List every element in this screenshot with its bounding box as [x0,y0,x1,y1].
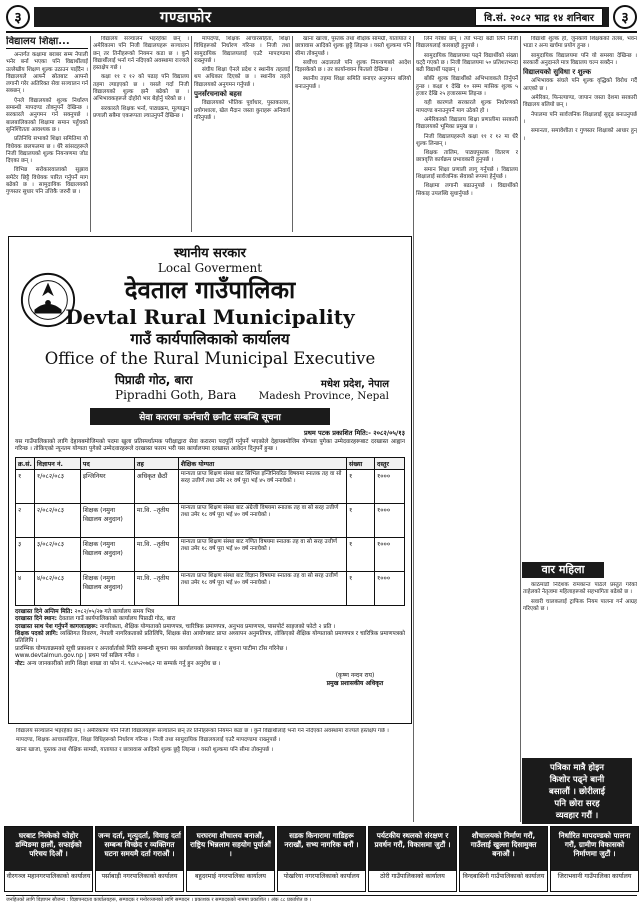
office-name: गाउँ कार्यपालिकाको कार्यालय [130,330,290,348]
table-header: शैक्षिक योग्यता [178,457,346,469]
table-header: संख्या [347,457,375,469]
issue-date: वि.सं. २०८२ भाद्र १४ शनिबार [475,8,603,26]
info-line [15,624,405,631]
table-row [16,469,405,503]
table-cell: मान्यता प्राप्त शिक्षण संस्था बाट अंग्रेजी विषयमा स्नातक तह वा सो सरह उत्तीर्ण तथा उमेर १८ वर्ष पूरा भई ४० वर्ष ननाघेको । [178,503,346,537]
table-cell: १००० [375,571,405,605]
article-paragraph: अमेरिकाको विद्यालय शिक्षा प्रणालीमा सरकारी विद्यालयको भूमिका प्रमुख छ । [416,116,518,131]
page-footer: जनहितको लागि विज्ञापन सौजन्य : विज्ञापनदाता कार्यालयहरू, सम्पादक र मनोरञ्जनको लागि सम्पादन । प्रकाशक र सम्पादकको नाममा प्रकाशित । अंक ८८ प्रकाशित छ । [6,895,637,904]
promo-box [522,758,632,824]
article-paragraph: ऐनले विद्यालयको शुल्क निर्धारण सम्बन्धी मापदण्ड तोक्नुपर्ने देखिन्छ । सरकारले अनुगमन गर्न सक्नुपर्छ । बालबालिकाको शिक्षामा समान पहुँचको सुनिश्चितता आवश्यक छ । [6,97,88,133]
municipality-name: देवताल गाउँपालिका [124,276,296,304]
article-paragraph: सर्वोच्च अदालतले पनि शुल्क नियन्त्रणबारे आदेश दिइसकेको छ । तर कार्यान्वयन फितलो देखिन्छ । [295,59,411,74]
address-np: पिप्राढी गोठ, बारा [115,373,193,387]
article-paragraph: अभिभावक संघले पनि शुल्क वृद्धिको विरोध गर्दै आएको छ । [523,78,637,92]
article-paragraph: मापदण्ड, शिक्षक आचारसंहिता, शिक्षा विधिहरूको निर्धारण गरिन्छ । निजी तथा सामुदायिक विद्यालयलाई एउटै मापदण्डमा राख्नुपर्छ । [16,737,281,744]
table-row [16,503,405,537]
table-cell: मान्यता प्राप्त शिक्षण संस्था बाट सिभिल इन्जिनियरिङ विषयमा स्नातक तह वा सो सरह उत्तीर्ण तथा उमेर २१ वर्ष पूरा भई ४५ वर्ष ननाघेको । [178,469,346,503]
article-subheading: विद्यालयको सुविधा र शुल्क [523,68,591,77]
article-paragraph: विद्यालय सञ्चालन भइरहेका छन् । अमेरिकामा पनि निजी विद्यालयहरू सञ्चालन छन् तर तिनीहरूको नियमन कडा छ । कुनै विद्यार्थीलाई भर्ना गर्न नदिएको अवस्थामा राज्यले हस्तक्षेप गर्छ । [16,728,389,734]
public-ad [277,826,366,892]
article-paragraph: विभिन्न सरोकारवालाको सुझाव समेटेर छिट्टै विधेयक पारित गर्नुपर्ने माग बढेको छ । सामुदायिक विद्यालयको गुणस्तर सुधार पनि उत्तिकै जरुरी छ । [6,167,88,196]
advertisement-strip [4,826,639,892]
promo-line: किशोर पढ्ने बानी [549,775,605,785]
table-cell: शिक्षक (नमुना विद्यालय अनुदान) [80,503,134,537]
article-paragraph: शिक्षक तालिम, पाठ्यपुस्तक वितरण र छात्रवृत्ति कार्यक्रम प्रभावकारी हुनुपर्छ । [416,150,518,164]
table-cell: मान्यता प्राप्त शिक्षण संस्था बाट विज्ञान विषयमा स्नातक तह वा सो सरह उत्तीर्ण तथा उमेर १८ वर्ष पूरा भई ४० वर्ष ननाघेको । [178,571,346,605]
info-line [15,631,405,646]
masthead [6,4,637,30]
table-row [16,571,405,605]
table-cell: ४/०८२/०८३ [34,571,80,605]
table-cell: अधिकृत छैठौं [134,469,178,503]
table-header: पद [80,457,134,469]
article-paragraph: सामुदायिक विद्यालयमा पढ्ने विद्यार्थीको संख्या घट्दै गएको छ । निजी विद्यालयमा ५० प्रतिशतभन्दा बढी विद्यार्थी पढ्छन् । [416,52,518,74]
notice-line-local-government-en: Local Goverment [157,261,263,275]
article-paragraph: अन्तर्गत कक्षामा बराबर सम्म नेपाली भनेर बर्ना भएका पनि विद्यार्थीलाई उल्लेखीय शिक्षण शुल्क उठाउन पाइँदैन । विद्यालयले आफ्नै स्रोतबाट आफ्नो लगानी गरेर अतिरिक्त सेवा सञ्चालन गर्न सक्छन् । [6,52,88,95]
table-cell: १ [16,469,35,503]
masthead-band [34,7,609,27]
article-paragraph: विद्यालय सञ्चालन भइरहेका छन् । अमेरिकामा पनि निजी विद्यालयहरू सञ्चालन छन् तर तिनीहरूको नियमन कडा छ । कुनै विद्यार्थीलाई भर्ना गर्न नदिएको अवस्थामा राज्यले हस्तक्षेप गर्छ । [93,36,189,72]
public-ad [4,826,93,892]
info-label: नोट: [15,660,25,667]
article-paragraph: निजी विद्यालयहरूले कक्षा ११ र १२ मा धेरै शुल्क लिन्छन् । [416,133,518,147]
article-lower [8,728,412,820]
ad-message: सडक किनारामा गाडिहरू नराखौं, सभ्य नागरिक बनौं । [278,827,365,871]
table-cell: २ [16,503,35,537]
info-text: अन्य जानकारीको लागि शिक्षा शाखा वा फोन नं. ९८४५२०७६२ मा सम्पर्क गर्नु हुन अनुरोध छ । [26,660,221,667]
public-ad [186,826,275,892]
public-ad [550,826,639,892]
article-paragraph: यही कारणले सरकारले शुल्क निर्धारणको मापदण्ड बनाउनुपर्ने माग उठेको हो । [416,100,518,114]
info-text: नागरिकता, शैक्षिक योग्यताको प्रमाणपत्र, चारित्रिक प्रमाणपत्र, अनुभव प्रमाणपत्र, पासपोर्ट साइजको फोटो २ प्रति । [99,623,336,630]
article-paragraph: मापदण्ड, शिक्षक आचारसंहिता, शिक्षा विधिहरूको निर्धारण गरिन्छ । निजी तथा सामुदायिक विद्यालयलाई एउटै मापदण्डमा राख्नुपर्छ । [194,36,290,64]
article-title: विद्यालय शिक्षा... [6,36,88,49]
info-text: प्रारम्भिक योग्यताक्रमको सूची प्रकाशन र अन्तर्वार्ताको मिति सम्बन्धी सूचना यस कार्यालयको वेबसाइट र सूचना पाटीमा टाँस गरिनेछ । [15,645,288,652]
table-cell: शिक्षक (नमुना विद्यालय अनुदान) [80,537,134,571]
notice-heading-bar: सेवा करारमा कर्मचारी छनौट सम्बन्धि सूचना [90,408,330,425]
article-column-6 [523,36,637,556]
article-paragraph: संघीय शिक्षा ऐनले प्रदेश र स्थानीय तहलाई थप अधिकार दिएको छ । स्थानीय तहले विद्यालयको अनुगमन गर्नुपर्छ । [194,67,290,88]
table-cell: १/०८२/०८३ [34,469,80,503]
notice-intro: यस गाउँपालिकाको लागि देहायबमोजिमको पदमा खुला प्रतिस्पर्धात्मक परीक्षाद्वारा सेवा करारमा पदपूर्ति गर्नुपर्ने भएकोले देहायबमोजिम योग्यता पुगेका उम्मेदवारहरूबाट दरखास्त आह्वान गरिन्छ । तोकिएको न्यूनतम योग्यता पुगेको उम्मेदवारहरूले दरखास्त फारम भरी यस कार्यालयमा दरखास्त आवेदन दिनुपर्ने हुन्छ । [15,439,405,453]
article-paragraph: समान शिक्षा प्रणाली लागू गर्नुपर्छ । विद्यालय शिक्षालाई सार्वजनिक सेवाको रूपमा हेर्नुपर्छ । [416,166,518,181]
article-column-3 [194,36,290,232]
column-divider [90,36,91,232]
public-ad [95,826,184,892]
column-divider [191,36,192,232]
signatory-name: (कृष्ण नन्दन राय) [335,672,375,680]
table-cell: इन्जिनियर [80,469,134,503]
masthead-rule [6,31,637,33]
ad-sponsor: ठोरी गाउँपालिकाको कार्यालय [369,871,456,891]
table-cell: ३/०८२/०८३ [34,537,80,571]
ad-message: निर्धारित मापदण्डको पालना गरौं, ग्रामीण विकासको निर्माणमा जुटौं । [551,827,638,871]
ad-message: घरघरमा शौचालय बनाऔं, राष्ट्रिय भिन्नलाम सहयोग पुर्याऔं । [187,827,274,871]
promo-line: पनि छोरा सरह [554,799,600,809]
promo-line: बसालौं । छोरीलाई [549,787,605,797]
table-header: क्र.सं. [16,457,35,469]
article-paragraph: सरकारले शिक्षक भर्ना, पाठ्यक्रम, मूल्याङ्कन प्रणाली सबैमा एकरूपता ल्याउनुपर्ने देखिन्छ । [93,105,189,119]
published-date: प्रथम पटक प्रकाशित मिति:- २०८२/०५/१३ [304,429,405,437]
info-line [15,661,405,668]
article-column-4 [295,36,411,232]
table-cell: १ [347,503,375,537]
article-subheading: पुनर्संरचनाको बहस [194,90,242,99]
ad-message: जन्म दर्ता, मृत्युदर्ता, विवाह दर्ता सम्बन्ध विच्छेद र व्यक्तिगत घटना समयमै दर्ता गराऔं । [96,827,183,871]
article-paragraph: शिक्षामा लगानी बढाउनुपर्छ । विद्यार्थीको सिकाइ उपलब्धि सुधार्नुपर्छ । [416,183,518,197]
info-label: दरखास्त दिने अन्तिम मिति: [15,608,73,615]
promo-line: व्यवहार गरौं । [555,811,599,821]
address-en: Pipradhi Goth, Bara [115,388,237,402]
article-paragraph: काठमाडौं निर्देशक रामकान्त पाठेले प्रस्तुत गरेको ताहेलको नेतृत्वमा महिलाहरूको सहभागिता बढेको छ । [523,582,637,596]
info-text: देवताल गाउँ कार्यपालिकाको कार्यालय पिप्राढी गोठ, बारा [58,616,176,623]
public-ad [368,826,457,892]
article-paragraph: विद्यालयको भौतिक पूर्वाधार, पुस्तकालय, प्रयोगशाला, खेल मैदान जस्ता कुराहरू अनिवार्य गरिनुपर्छ । [194,100,290,121]
info-line [15,653,405,660]
article-paragraph: अमेरिका, फिनल्याण्ड, जापान जस्ता देशमा सरकारी विद्यालय बलियो छन् । [523,95,637,109]
notice-info [15,609,405,668]
page-number-right: ३ [613,5,637,29]
signature-block [15,672,405,687]
page-number-left: ३ [6,5,30,29]
notice-line-local-government: स्थानीय सरकार [174,246,246,261]
column-divider [520,36,521,822]
table-header: तह [134,457,178,469]
vacancy-table [15,457,405,606]
ad-sponsor: जिराभवानी गाउँपालिका कार्यालय [551,871,638,891]
province-en: Madesh Province, Nepal [258,390,389,402]
province-np: मधेश प्रदेश, नेपाल [320,379,389,390]
table-cell: मा.वि. –तृतीय [134,571,178,605]
table-cell: १ [347,571,375,605]
info-label: दरखास्त दिने स्थान: [15,616,57,623]
article-column-1 [6,36,88,232]
info-text: २०८२/०५/२७ गते कार्यालय समय भित्र [74,608,155,615]
ad-sponsor: वीरगञ्ज महानगरपालिकाको कार्यालय [5,871,92,891]
article-paragraph: समानता, समावेशीता र गुणस्तर शिक्षाको आधार हुन् । [523,128,637,142]
article-paragraph: खाना खाजा, पुस्तक तथा शैक्षिक सामग्री, यातायात र छात्रावास आदिको शुल्क छुट्टै लिइन्छ । यस्तो शुल्कमा पनि सीमा तोक्नुपर्छ । [16,746,274,753]
table-cell: मा.वि. –तृतीय [134,537,178,571]
women-section-heading: वार महिला [522,562,604,578]
ad-message: पर्यटकीय स्थलको संरक्षण र प्रवर्धन गरौं, विकासमा जुटौं । [369,827,456,871]
vacancy-notice [8,236,412,724]
website-link[interactable]: www.devtalmun.gov.np | प्रथम पर्व सक्रिय गर्नेछ । [15,653,139,660]
table-cell: ४ [16,571,35,605]
article-paragraph: कक्षा ११ र १२ को पढाइ पनि विद्यालय तहमा ल्याइएको छ । यसले गर्दा निजी विद्यालयको शुल्क झनै बढेको छ । अभिभावकहरूले दोहोरो भार बेहोर्नु परेको छ । [93,74,189,103]
article-paragraph: लिने गरेका छन् । त्यो भन्दा बढी लिने निजी विद्यालयलाई कारबाही हुनुपर्छ । [416,36,518,50]
table-row [16,537,405,571]
table-cell: १००० [375,503,405,537]
ad-sponsor: बहुदरमाई नगरपालिका कार्यालय [187,871,274,891]
article-paragraph: सामुदायिक विद्यालयमा पनि यो समस्या देखिन्छ । सरकारी अनुदानले मात्र विद्यालय चल्न सक्दैन । [523,52,637,66]
article-column-5 [416,36,518,822]
article-paragraph: नेपालमा पनि सार्वजनिक शिक्षालाई सुदृढ बनाउनुपर्छ । [523,111,637,125]
table-header: दस्तुर [375,457,405,469]
info-line [15,616,405,623]
table-cell: मा.वि. –तृतीय [134,503,178,537]
ad-message: शौचालयको निर्माण गरौं, गाउँलाई खुल्ला दिसामुक्त बनाऔं । [460,827,547,871]
table-cell: १००० [375,537,405,571]
signatory-title: प्रमुख प्रशासकीय अधिकृत [326,679,384,687]
table-cell: १ [347,469,375,503]
office-name-en: Office of the Rural Municipal Executive [44,349,376,368]
article-paragraph: प्रतिनिधि सभाको शिक्षा समितिमा यो विधेयक छलफलमा छ । धेरै सांसदहरूले निजी विद्यालयको शुल्क नियन्त्रणमा जोड दिएका छन् । [6,136,88,165]
table-cell: शिक्षक (नमुना विद्यालय अनुदान) [80,571,134,605]
office-address [15,371,405,402]
article-paragraph: स्थानीय तहमा शिक्षा समिति बनाएर अनुगमन बलियो बनाउनुपर्छ । [295,76,411,90]
table-cell: २/०८२/०८३ [34,503,80,537]
promo-line: पत्रिका मात्रै होइन [550,763,604,773]
newspaper-logo: गण्डाफोर [160,8,212,26]
article-paragraph: बाँकी शुल्क विद्यार्थीको अभिभावकले तिर्नुपर्ने हुन्छ । कक्षा १ देखि १० सम्म मासिक शुल्क ५ हजार देखि २५ हजारसम्म लिइन्छ । [416,76,518,98]
article-paragraph: सवारी चालकलाई ट्राफिक नियम पालना गर्न आग्रह गरिएको छ । [523,598,637,612]
article-paragraph: खाना खाजा, पुस्तक तथा शैक्षिक सामग्री, यातायात र छात्रावास आदिको शुल्क छुट्टै लिइन्छ । यस्तो शुल्कमा पनि सीमा तोक्नुपर्छ । [295,36,411,57]
article-column-2 [93,36,189,232]
ad-sponsor: पर्साबाड़ी नगरपालिकाको कार्यालय [96,871,183,891]
table-cell: १ [347,537,375,571]
table-cell: मान्यता प्राप्त शिक्षण संस्था बाट गणित विषयमा स्नातक तह वा सो सरह उत्तीर्ण तथा उमेर १८ वर्ष पूरा भई ४० वर्ष ननाघेको । [178,537,346,571]
ad-sponsor: विन्दबासिनी गाउँपालिकाको कार्यालय [460,871,547,891]
women-section-body [523,582,637,754]
table-cell: १००० [375,469,405,503]
info-label: दरखास्त साथ पेश गर्नुपर्ने कागजातहरू: [15,623,98,630]
table-header: विज्ञापन नं. [34,457,80,469]
table-cell: ३ [16,537,35,571]
public-ad [459,826,548,892]
article-paragraph: विद्यार्थी शुल्क हो, जुनकार्य शिक्षकको तलब, भवन भाडा र अन्य खर्चमा प्रयोग हुन्छ । [523,36,637,50]
column-divider [292,36,293,232]
info-label: शिक्षक पदको लागि: [15,631,59,638]
ad-sponsor: पोखरिया नगरपालिकाको कार्यालय [278,871,365,891]
info-text: व्यक्तिगत विवरण, नेपाली नागरिकताको प्रतिलिपि, शिक्षक सेवा आयोगबाट प्राप्त अध्यापन अनुमतिपत्र, तोकिएको शैक्षिक योग्यताको प्रमाणपत्र र चारित्रिक प्रमाणपत्रको प्रतिलिपि । [15,631,406,645]
ad-message: घरबाट निस्केको फोहोर डम्पिङमा हालौं, सफाईको परिचय दिऔं । [5,827,92,871]
municipality-name-en: Devtal Rural Municipality [65,305,355,329]
government-emblem-icon [19,271,77,329]
column-divider [413,36,414,822]
